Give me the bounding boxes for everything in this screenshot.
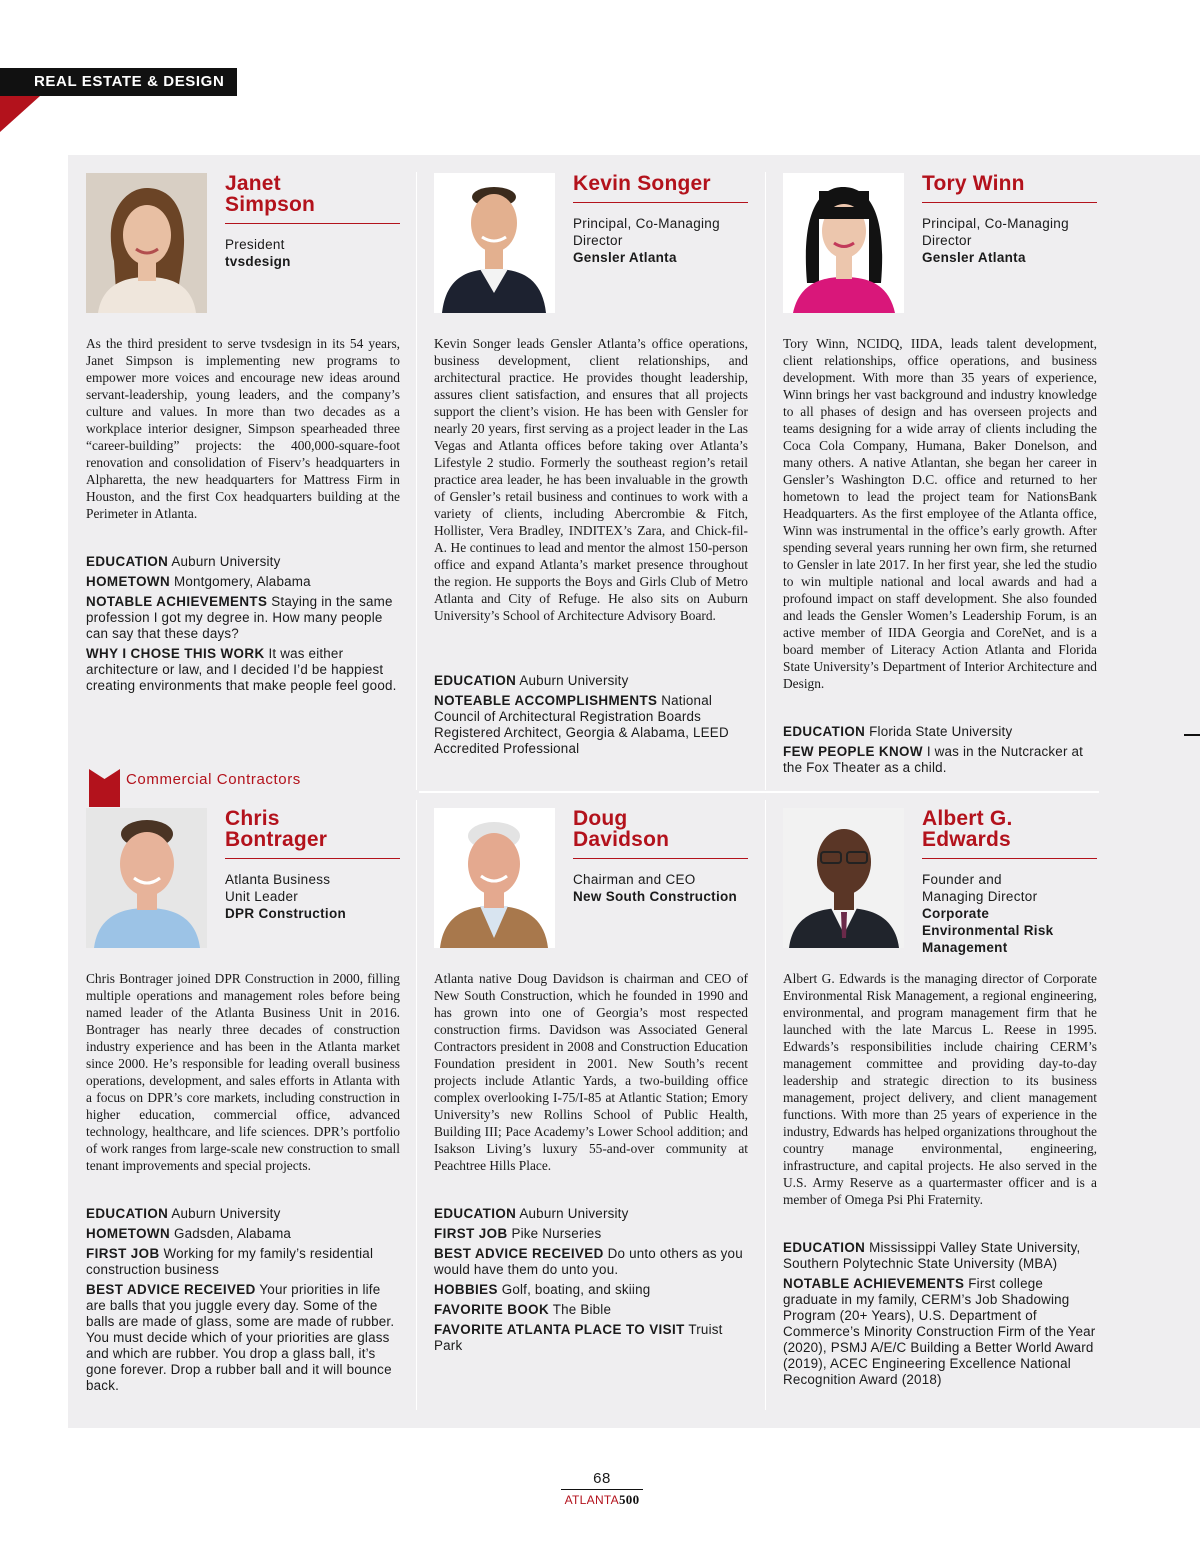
name-rule	[225, 858, 400, 859]
fact-text: Auburn University	[519, 1206, 629, 1221]
fact-text: Auburn University	[519, 673, 629, 688]
profile-company: DPR Construction	[225, 906, 347, 921]
fact-label: EDUCATION	[783, 1240, 866, 1255]
fact-item	[434, 1226, 748, 1242]
profile-role: Founder and Managing Director	[922, 872, 1038, 904]
profile-facts	[783, 724, 1097, 780]
profile-role: Principal, Co-Managing Director	[573, 216, 720, 248]
profile-facts	[86, 1206, 400, 1398]
subsection-flag-icon	[89, 769, 120, 807]
name-rule	[225, 223, 400, 224]
profile-company: tvsdesign	[225, 254, 291, 269]
fact-item	[783, 1276, 1097, 1388]
profile-company: New South Construction	[573, 889, 738, 904]
fact-text: Truist Park	[434, 1322, 723, 1353]
fact-item	[434, 693, 748, 757]
headshot-photo	[86, 808, 207, 948]
fact-text: Do unto others as you would have them do unto you.	[434, 1246, 743, 1277]
fact-label: FAVORITE ATLANTA PLACE TO VISIT	[434, 1322, 685, 1337]
brand-word: ATLANTA	[564, 1493, 619, 1507]
profile-name: Kevin Songer	[573, 172, 711, 195]
fact-item	[434, 1206, 748, 1222]
fact-text: Your priorities in life are balls that you juggle every day. Some of the balls are made of glass, some are made of rubber. You must decide which of your priorities are glass and which are rubber. You drop a glass ball, it’s gone forever. Drop a rubber ball and it will bounce back.	[86, 1282, 395, 1393]
profile-header	[225, 808, 400, 922]
profile-name: Chris Bontrager	[225, 807, 328, 851]
fact-text: First college graduate in my family, CERM’s Job Shadowing Program (20+ Years), U.S. Department of Commerce’s Minority Construction Firm of the Year (2020), PSMJ A/E/C Building a Better World Award (2019), ACEC Engineering Excellence National Recognition Award (2018)	[783, 1276, 1096, 1387]
fact-label: NOTABLE ACHIEVEMENTS	[86, 594, 268, 609]
column-divider	[765, 800, 766, 1410]
headshot-photo	[86, 173, 207, 313]
column-divider	[765, 172, 766, 790]
fact-label: BEST ADVICE RECEIVED	[434, 1246, 604, 1261]
profile-role: Chairman and CEO	[573, 872, 696, 887]
profile-name: Tory Winn	[922, 172, 1025, 195]
headshot-photo	[434, 173, 555, 313]
profile-header	[573, 808, 748, 905]
fact-label: EDUCATION	[434, 673, 517, 688]
fact-item	[783, 724, 1097, 740]
profile-name: Doug Davidson	[573, 807, 670, 851]
fact-text: Gadsden, Alabama	[173, 1226, 292, 1241]
name-rule	[573, 202, 748, 203]
fact-item	[434, 673, 748, 689]
fact-label: HOBBIES	[434, 1282, 498, 1297]
row-divider	[419, 791, 1099, 793]
fact-item	[434, 1322, 748, 1354]
fact-label: FIRST JOB	[434, 1226, 508, 1241]
fact-item	[86, 1226, 400, 1242]
fact-item	[783, 1240, 1097, 1272]
fact-text: Mississippi Valley State University, Southern Polytechnic State University (MBA)	[783, 1240, 1081, 1271]
fact-label: EDUCATION	[86, 554, 169, 569]
fact-item	[86, 1282, 400, 1394]
profile-facts	[783, 1240, 1097, 1392]
profile-facts	[434, 1206, 748, 1358]
fact-item	[783, 744, 1097, 776]
name-rule	[573, 858, 748, 859]
fact-item	[434, 1302, 748, 1318]
fact-text: National Council of Architectural Registration Boards Registered Architect, Georgia & Alabama, LEED Accredited Professional	[434, 693, 729, 756]
headshot-photo	[434, 808, 555, 948]
profile-bio: Chris Bontrager joined DPR Construction in 2000, filling multiple operations and management roles before being named leader of the Atlanta Business Unit in 2016. Bontrager has nearly three decades of construction industry experience and has been in the Atlanta market since 2000. He’s responsible for leading overall business operations, development, and sales efforts in Atlanta with a focus on DPR’s core markets, including construction in higher education, commercial office, advanced technology, healthcare, and life sciences. DPR’s portfolio of work ranges from large-scale new construction to small tenant improvements and special projects.	[86, 971, 400, 1173]
profile-name: Albert G. Edwards	[922, 807, 1013, 851]
profile-facts	[434, 673, 748, 761]
fact-label: EDUCATION	[434, 1206, 517, 1221]
profile-company: Corporate Environmental Risk Management	[922, 906, 1054, 955]
fact-text: Auburn University	[171, 1206, 281, 1221]
fact-text: I was in the Nutcracker at the Fox Theater as a child.	[783, 744, 1084, 775]
headshot-photo	[783, 173, 904, 313]
fact-label: HOMETOWN	[86, 574, 171, 589]
profile-role: Principal, Co-Managing Director	[922, 216, 1069, 248]
fact-text: It was either architecture or law, and I decided I’d be happiest creating environments that make people feel good.	[86, 646, 397, 693]
fact-label: NOTABLE ACHIEVEMENTS	[783, 1276, 965, 1291]
fact-label: WHY I CHOSE THIS WORK	[86, 646, 265, 661]
fact-item	[86, 1246, 400, 1278]
fact-item	[434, 1282, 748, 1298]
fact-text: Pike Nurseries	[511, 1226, 602, 1241]
page-footer	[561, 1470, 643, 1508]
section-tag	[0, 68, 237, 96]
name-rule	[922, 202, 1097, 203]
profile-facts	[86, 554, 400, 698]
fact-text: Working for my family’s residential construction business	[86, 1246, 374, 1277]
profile-header	[573, 173, 748, 266]
section-tag-corner	[0, 96, 40, 132]
profile-name: Janet Simpson	[225, 172, 316, 216]
fact-item	[86, 594, 400, 642]
profile-role: President	[225, 237, 285, 252]
fact-label: EDUCATION	[783, 724, 866, 739]
profile-header	[225, 173, 400, 270]
subsection-title: Commercial Contractors	[126, 771, 301, 788]
fact-item	[86, 574, 400, 590]
fact-label: FEW PEOPLE KNOW	[783, 744, 923, 759]
fact-text: Auburn University	[171, 554, 281, 569]
name-rule	[922, 858, 1097, 859]
fact-label: FAVORITE BOOK	[434, 1302, 550, 1317]
column-divider	[416, 172, 417, 790]
fact-text: Staying in the same profession I got my degree in. How many people can say that these days?	[86, 594, 393, 641]
footer-rule	[561, 1489, 643, 1490]
profile-bio: Albert G. Edwards is the managing director of Corporate Environmental Risk Management, a regional engineering, environmental, and program management firm that he launched with the late Marcus L. Reese in 1995. Edwards’s responsibilities include chairing CERM’s management committee and providing day-to-day leadership and strategic direction to its business management, project delivery, and client management functions. With more than 25 years of experience in the industry, Edwards has helped organizations throughout the country manage environmental, engineering, infrastructure, and capital projects. He also served in the U.S. Army Reserve as a quartermaster officer and is a member of Omega Psi Phi Fraternity.	[783, 971, 1097, 1207]
fact-text: Golf, boating, and skiing	[501, 1282, 651, 1297]
profile-bio: As the third president to serve tvsdesign in its 54 years, Janet Simpson is implementing new programs to empower more voices and encourage new ideas around servant-leadership, young leaders, and the company’s culture and values. In more than two decades as a workplace interior designer, Simpson spearheaded three “career-building” projects: the 400,000-square-foot renovation and consolidation of Fiserv’s headquarters in Alpharetta, the new headquarters for Mattress Firm in Houston, and the first Cox headquarters building at the Perimeter in Atlanta.	[86, 336, 400, 521]
brand-number: 500	[618, 1492, 640, 1507]
profile-header	[922, 808, 1097, 956]
fact-text: Montgomery, Alabama	[173, 574, 311, 589]
fact-label: FIRST JOB	[86, 1246, 160, 1261]
fact-item	[86, 1206, 400, 1222]
profile-bio: Atlanta native Doug Davidson is chairman and CEO of New South Construction, which he founded in 1990 and has grown into one of Georgia’s most respected construction firms. Davidson was Associated General Contractors president in 2008 and Construction Education Foundation president in 2001. New South’s recent projects include Atlantic Yards, a two-building office complex overlooking I-75/I-85 at Atlantic Station; Emory University’s new Rollins School of Public Health, Building III; Pace Academy’s Lower School addition; and Isakson Living’s luxury 55-and-over community at Peachtree Hills Place.	[434, 971, 748, 1173]
fact-text: Florida State University	[869, 724, 1013, 739]
profile-company: Gensler Atlanta	[922, 250, 1026, 265]
profile-bio: Tory Winn, NCIDQ, IIDA, leads talent development, client relationships, office operations, and business development. With more than 35 years of experience, Winn brings her vast background and industry knowledge to all phases of design and has overseen projects and teams designing for a wide array of clients including the Coca Cola Company, Humana, Baker Donelson, and many others. A native Atlantan, she began her career in Gensler’s Washington D.C. office and returned to her hometown to lead the project team for NationsBank Headquarters. As the first employee of the Atlanta office, Winn was instrumental in the office’s early growth. After spending several years running her own firm, she returned to Gensler in late 2017. In her first year, she led the studio to win multiple national and local awards and had a profound impact on staff development. She also founded and leads the Gensler Women’s Leadership Forum, is an active member of IIDA Georgia and CoreNet, and is a board member of Literacy Action Atlanta and Florida State University’s Department of Interior Architecture and Design.	[783, 336, 1097, 691]
profile-header	[922, 173, 1097, 266]
page-edge-mark	[1184, 734, 1200, 736]
section-tag-rest: & DESIGN	[147, 73, 225, 90]
fact-label: HOMETOWN	[86, 1226, 171, 1241]
fact-item	[86, 554, 400, 570]
fact-text: The Bible	[552, 1302, 612, 1317]
profile-role: Atlanta Business Unit Leader	[225, 872, 331, 904]
headshot-photo	[783, 808, 904, 948]
publication-logo	[561, 1492, 643, 1508]
fact-label: EDUCATION	[86, 1206, 169, 1221]
fact-label: NOTEABLE ACCOMPLISHMENTS	[434, 693, 658, 708]
profile-company: Gensler Atlanta	[573, 250, 677, 265]
column-divider	[416, 800, 417, 1410]
fact-item	[434, 1246, 748, 1278]
profile-bio: Kevin Songer leads Gensler Atlanta’s office operations, business development, client relationships, and architectural practice. He provides thought leadership, assures client satisfaction, and ensures that all projects support the client’s vision. He has been with Gensler for nearly 20 years, first serving as a project leader in the Las Vegas and Atlanta offices before taking over Atlanta’s Lifestyle 2 studio. Formerly the southeast region’s retail practice area leader, he has been invaluable in the growth of Gensler’s retail business and continues to work with a variety of clients, including Abercrombie & Fitch, Hollister, Vera Bradley, INDITEX’s Zara, and Chick-fil-A. He continues to lead and mentor the almost 150-person office and expand Atlanta’s market presence throughout the region. He supports the Boys and Girls Club of Metro Atlanta and City of Refuge. He also sits on Auburn University’s School of Architecture Advisory Board.	[434, 336, 748, 623]
fact-item	[86, 646, 400, 694]
fact-label: BEST ADVICE RECEIVED	[86, 1282, 256, 1297]
section-tag-bold: REAL ESTATE	[34, 73, 143, 90]
page-number: 68	[593, 1470, 611, 1487]
